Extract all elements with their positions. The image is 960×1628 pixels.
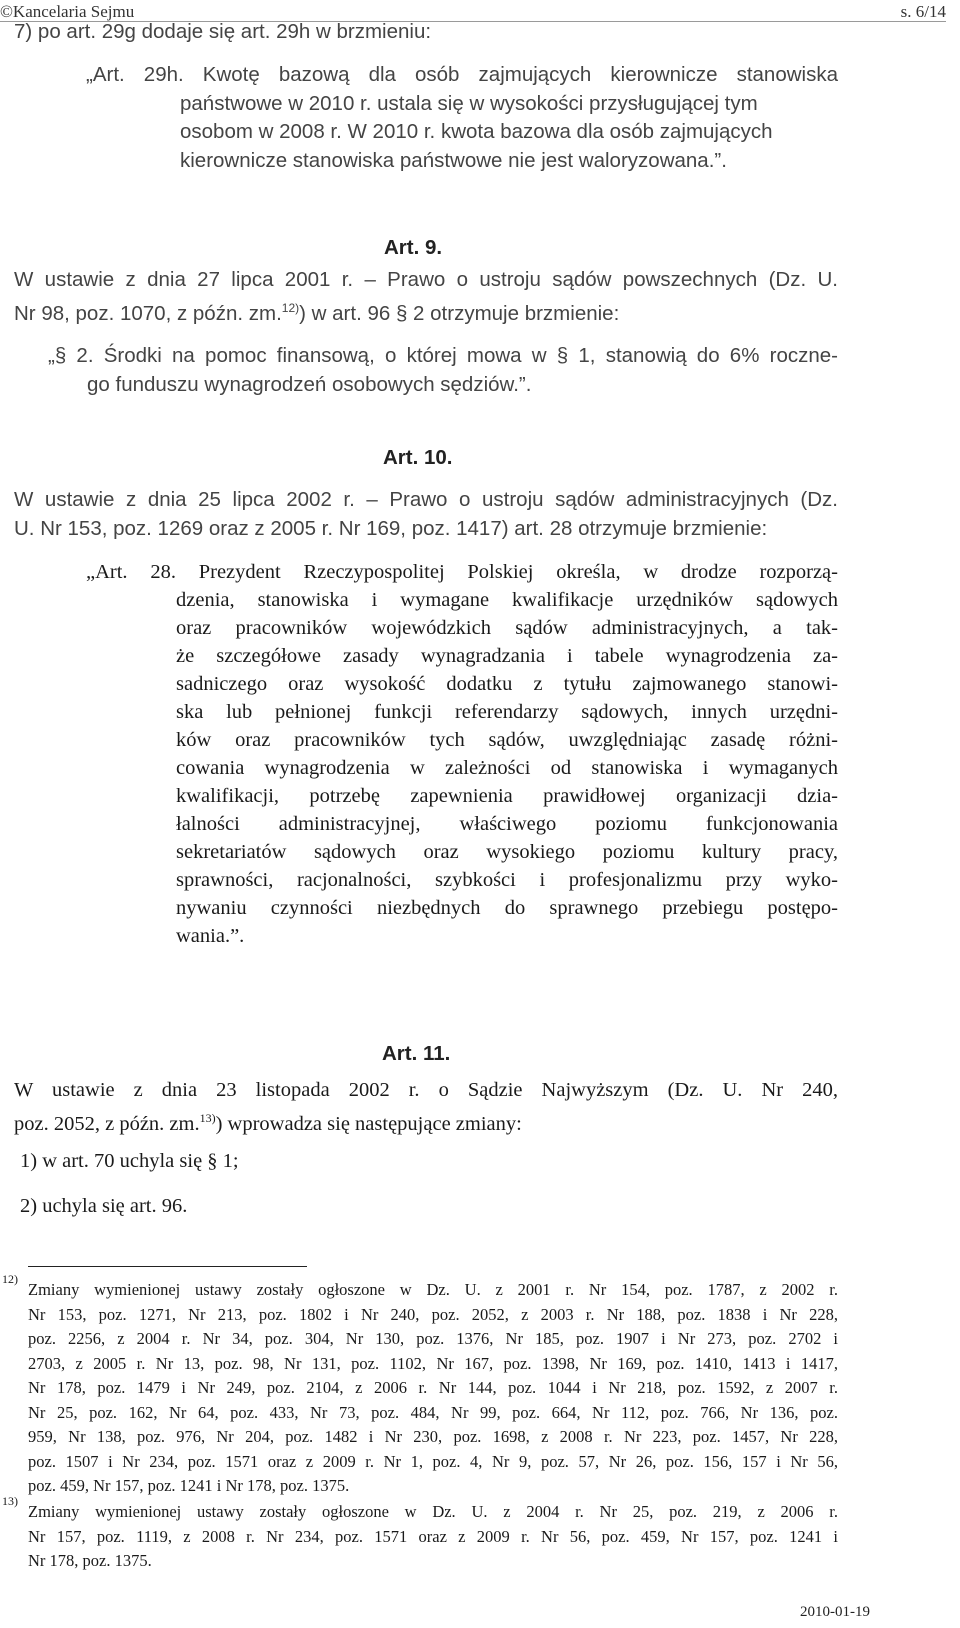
art10-line: W ustawie z dnia 25 lipca 2002 r. – Prawo o ustroju sądów administracyjnych (Dz. [14,488,838,511]
footnote-mark: 12) [2,1272,18,1286]
footnote-separator [28,1266,307,1267]
footnote-line: Nr 157, poz. 1119, z 2008 r. Nr 234, poz. 1571 oraz z 2009 r. Nr 56, poz. 459, Nr 157, poz. 1241 i [28,1526,838,1546]
footnote-line: Nr 153, poz. 1271, Nr 213, poz. 1802 i Nr 240, poz. 2052, z 2003 r. Nr 188, poz. 1838 i Nr 228, [28,1304,838,1324]
footnote-mark: 13) [2,1494,18,1508]
art9-quote-line: „§ 2. Środki na pomoc finansową, o której mowa w § 1, stanowią do 6% roczne- [48,344,838,367]
art11-line: W ustawie z dnia 23 listopada 2002 r. o Sądzie Najwyższym (Dz. U. Nr 240, [14,1079,838,1101]
item7-quote-line: kierownicze stanowiska państwowe nie jest waloryzowana.”. [180,149,727,172]
art10-quote-line: oraz pracowników wojewódzkich sądów administracyjnych, a tak- [176,617,838,639]
art10-heading: Art. 10. [383,446,453,469]
art9-line: Nr 98, poz. 1070, z późn. zm.$^{12)}$) w art. 96 § 2 otrzymuje brzmienie: [14,301,620,325]
item7-intro: 7) po art. 29g dodaje się art. 29h w brzmieniu: [14,20,432,43]
footnote-line: poz. 459, Nr 157, poz. 1241 i Nr 178, poz. 1375. [28,1476,350,1495]
art10-quote-line: sadniczego oraz wysokość dodatku z tytułu zajmowanego stanowi- [176,673,838,695]
art10-quote-line: że szczegółowe zasady wynagradzania i tabele wynagrodzenia za- [176,645,838,667]
item7-quote-line: osobom w 2008 r. W 2010 r. kwota bazowa dla osób zajmujących [180,120,773,143]
art9-line: W ustawie z dnia 27 lipca 2001 r. – Prawo o ustroju sądów powszechnych (Dz. U. [14,268,838,291]
art10-quote-line: cowania wynagrodzenia w zależności od stanowiska i wymaganych [176,757,838,779]
header-page-number: s. 6/14 [900,2,946,21]
footnote-line: 2703, z 2005 r. Nr 13, poz. 98, Nr 131, poz. 1102, Nr 167, poz. 1398, Nr 169, poz. 1410, 1413 i 1417, [28,1353,838,1373]
footnote-13 [28,1500,838,1574]
footnote-line: 959, Nr 138, poz. 976, Nr 204, poz. 1482 i Nr 230, poz. 1698, z 2008 r. Nr 223, poz. 1457, Nr 228, [28,1427,838,1446]
art10-quote-line: sekretariatów sądowych oraz wysokiego poziomu kultury pracy, [176,841,838,863]
footnote-line: Nr 25, poz. 162, Nr 64, poz. 433, Nr 73, poz. 484, Nr 99, poz. 664, Nr 112, poz. 766, Nr 136, poz. [28,1402,838,1422]
art10-quote-line: ska lub pełnionej funkcji referendarzy sądowych, innych urzędni- [176,701,838,723]
footnote-line: poz. 2256, z 2004 r. Nr 34, poz. 304, Nr 130, poz. 1376, Nr 185, poz. 1907 i Nr 273, poz. 2702 i [28,1329,838,1348]
art11-list-item: 1) w art. 70 uchyla się § 1; [20,1150,239,1172]
footnote-line: Nr 178, poz. 1375. [28,1551,152,1570]
footnote-12 [28,1278,838,1499]
art10-line: U. Nr 153, poz. 1269 oraz z 2005 r. Nr 169, poz. 1417) art. 28 otrzymuje brzmienie: [14,517,768,540]
art11-list-item: 2) uchyla się art. 96. [20,1195,188,1217]
art10-quote-line: dzenia, stanowiska i wymagane kwalifikacje urzędników sądowych [176,589,838,611]
item7-quote-line: „Art. 29h. Kwotę bazową dla osób zajmujących kierownicze stanowiska [86,63,838,86]
art10-quote-line: kwalifikacji, potrzebę zapewnienia prawidłowej organizacji dzia- [176,785,838,807]
art11-heading: Art. 11. [382,1042,451,1065]
art9-heading: Art. 9. [384,236,443,259]
footnote-line: poz. 1507 i Nr 234, poz. 1571 oraz z 2009 r. Nr 1, poz. 4, Nr 9, poz. 57, Nr 26, poz. 156, 157 i Nr 56, [28,1451,838,1471]
item7-quote-line: państwowe w 2010 r. ustala się w wysokości przysługującej tym [180,92,758,115]
footnote-line: Nr 178, poz. 1479 i Nr 249, poz. 2104, z 2006 r. Nr 144, poz. 1044 i Nr 218, poz. 1592, z 2007 r. [28,1378,838,1397]
header-source: ©Kancelaria Sejmu [0,2,135,21]
art10-quote-line: wania.”. [176,925,245,947]
art10-quote-line: łalności administracyjnej, właściwego poziomu funkcjonowania [176,813,838,835]
art10-quote-line: ków oraz pracowników tych sądów, uwzględniając zasadę różni- [176,729,838,751]
art10-quote-line: nywaniu czynności niezbędnych do sprawnego przebiegu postępo- [176,897,838,919]
footer-date: 2010-01-19 [800,1604,870,1620]
footnote-line: Zmiany wymienionej ustawy zostały ogłoszone w Dz. U. z 2004 r. Nr 25, poz. 219, z 2006 r. [28,1502,838,1521]
art10-quote-line: „Art. 28. Prezydent Rzeczypospolitej Polskiej określa, w drodze rozporzą- [86,561,838,583]
footnote-line: Zmiany wymienionej ustawy zostały ogłoszone w Dz. U. z 2001 r. Nr 154, poz. 1787, z 2002 r. [28,1280,838,1299]
art9-quote-line: go funduszu wynagrodzeń osobowych sędziów.”. [87,373,532,396]
art11-line: poz. 2052, z późn. zm.$^{13)}$) wprowadza się następujące zmiany: [14,1111,522,1135]
art10-quote-line: sprawności, racjonalności, szybkości i profesjonalizmu przy wyko- [176,869,838,891]
